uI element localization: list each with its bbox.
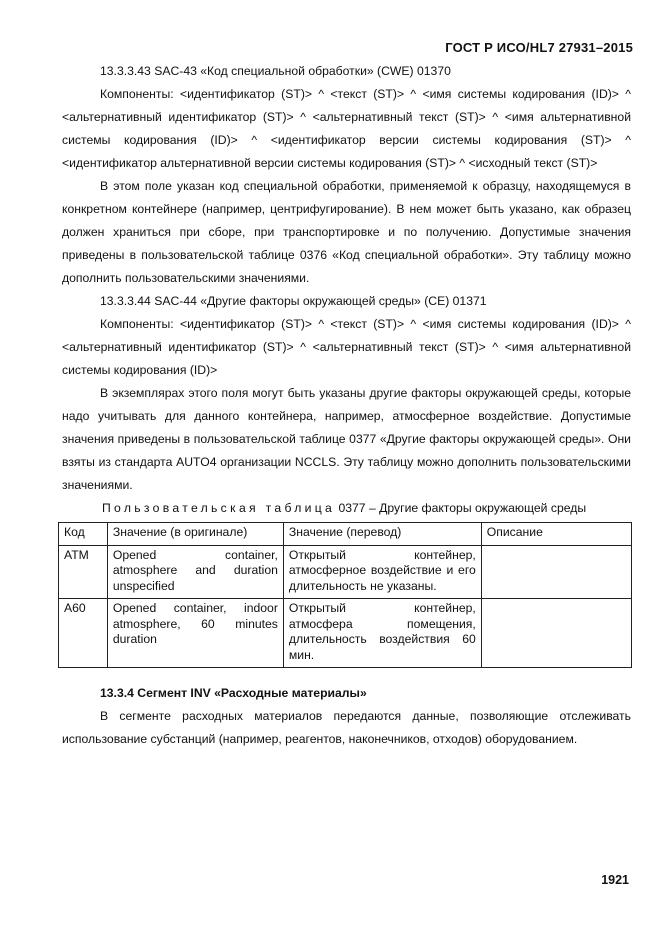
column-header-description: Описание: [481, 523, 631, 546]
cell-description: [481, 545, 631, 599]
user-table-0377: [58, 522, 632, 668]
inv-description: В сегменте расходных материалов передаются данные, позволяющие отслеживать использование субстанций (например, реагентов, наконечников, отходов) оборудованием.: [62, 709, 631, 746]
column-header-original: Значение (в оригинале): [107, 523, 283, 546]
section-title-sac43: 13.3.3.43 SAC-43 «Код специальной обработки» (CWE) 01370: [100, 64, 451, 78]
table-row: [59, 599, 632, 668]
column-header-code: Код: [59, 523, 108, 546]
sac44-components: Компоненты: <идентификатор (ST)> ^ <текст (ST)> ^ <имя системы кодирования (ID)> ^ <альтернативный идентификатор (ST)> ^ <альтернативный текст (ST)> ^ <имя альтернативной системы кодирования (ID)>: [62, 317, 631, 377]
document-body: [62, 60, 631, 751]
cell-original: Opened container, atmosphere and duration unspecified: [107, 545, 283, 599]
sac43-components: Компоненты: <идентификатор (ST)> ^ <текст (ST)> ^ <имя системы кодирования (ID)> ^ <альтернативный идентификатор (ST)> ^ <альтернативный текст (ST)> ^ <имя альтернативной системы кодирования (ID)> ^ <идентификатор версии системы кодирования (ST)> ^ <идентификатор альтернативной версии системы кодирования (ST)> ^ <исходный текст (ST)>: [62, 87, 631, 170]
cell-code: ATM: [59, 545, 108, 599]
section-title-inv: 13.3.4 Сегмент INV «Расходные материалы»: [100, 686, 367, 700]
table-caption-title: 0377 – Другие факторы окружающей среды: [338, 501, 587, 515]
table-caption: [62, 497, 631, 520]
section-title-sac44: 13.3.3.44 SAC-44 «Другие факторы окружающей среды» (CE) 01371: [100, 294, 487, 308]
page-number: 1921: [601, 873, 629, 887]
document-id-header: ГОСТ Р ИСО/HL7 27931–2015: [445, 40, 633, 55]
column-header-translation: Значение (перевод): [283, 523, 481, 546]
cell-description: [481, 599, 631, 668]
sac43-description: В этом поле указан код специальной обработки, применяемой к образцу, находящемуся в конкретном контейнере (например, центрифугирование). В нем может быть указано, как образец должен храниться при сборе, при транспортировке и по получению. Допустимые значения приведены в пользовательской таблице 0376 «Код специальной обработки». Эту таблицу можно дополнить пользовательскими значениями.: [62, 179, 631, 285]
cell-translation: Открытый контейнер, атмосферное воздействие и его длительность не указаны.: [283, 545, 481, 599]
table-caption-label: Пользовательская таблица: [102, 501, 336, 515]
table-row: [59, 545, 632, 599]
cell-code: A60: [59, 599, 108, 668]
cell-translation: Открытый контейнер, атмосфера помещения, длительность воздействия 60 мин.: [283, 599, 481, 668]
sac44-description: В экземплярах этого поля могут быть указаны другие факторы окружающей среды, которые надо учитывать для данного контейнера, например, атмосферное воздействие. Допустимые значения приведены в пользовательской таблице 0377 «Другие факторы окружающей среды». Они взяты из стандарта AUTO4 организации NCCLS. Эту таблицу можно дополнить пользовательскими значениями.: [62, 386, 631, 492]
cell-original: Opened container, indoor atmosphere, 60 minutes duration: [107, 599, 283, 668]
table-header-row: [59, 523, 632, 546]
